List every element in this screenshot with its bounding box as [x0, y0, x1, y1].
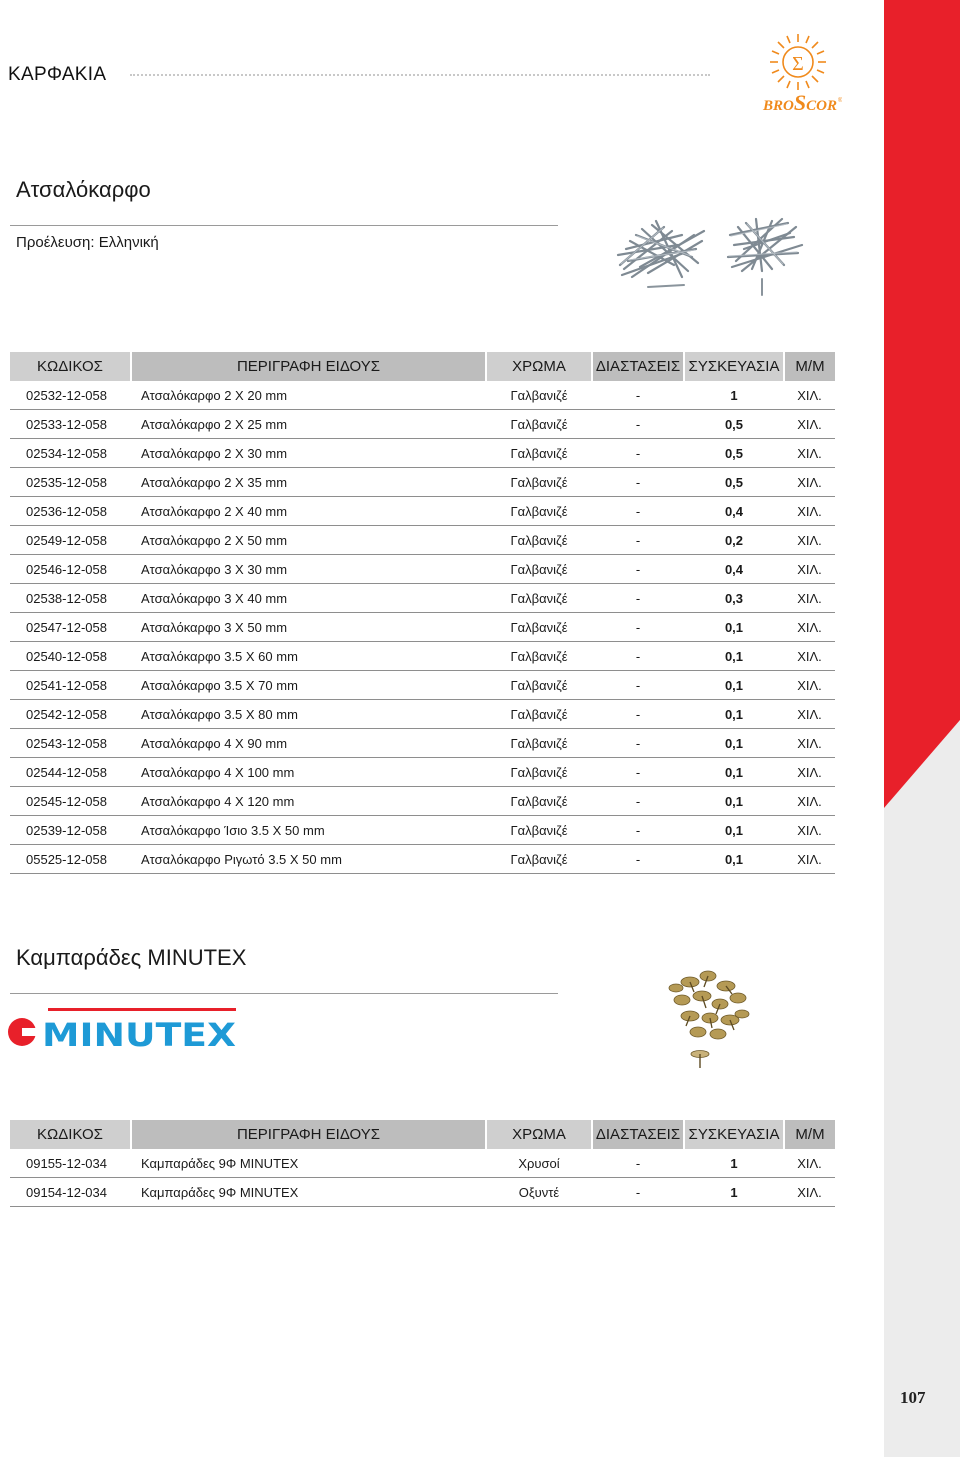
cell-color: Γαλβανιζέ	[486, 729, 592, 758]
minutex-logo	[6, 1006, 238, 1052]
tacks-table-body	[10, 1149, 835, 1207]
table-row	[10, 555, 835, 584]
cell-package: 0,2	[684, 526, 784, 555]
cell-description: Ατσαλόκαρφο 2 X 25 mm	[131, 410, 486, 439]
cell-unit: ΧΙΛ.	[784, 642, 835, 671]
cell-description: Ατσαλόκαρφο 3 X 50 mm	[131, 613, 486, 642]
svg-text:Σ: Σ	[792, 53, 804, 75]
cell-description: Ατσαλόκαρφο 4 X 90 mm	[131, 729, 486, 758]
broscor-logo	[758, 30, 842, 122]
cell-package: 0,1	[684, 671, 784, 700]
cell-code: 02534-12-058	[10, 439, 131, 468]
cell-code: 02546-12-058	[10, 555, 131, 584]
cell-dimensions: -	[592, 671, 684, 700]
cell-package: 0,1	[684, 845, 784, 874]
cell-package: 0,4	[684, 497, 784, 526]
cell-code: 02542-12-058	[10, 700, 131, 729]
table-header-row	[10, 352, 835, 381]
col-header-dimensions: ΔΙΑΣΤΑΣΕΙΣ	[592, 1120, 684, 1149]
cell-unit: ΧΙΛ.	[784, 729, 835, 758]
cell-dimensions: -	[592, 729, 684, 758]
nails-table-body	[10, 381, 835, 874]
cell-dimensions: -	[592, 439, 684, 468]
section-title-kamparades: Καμπαράδες MINUTEX	[16, 945, 247, 970]
cell-dimensions: -	[592, 497, 684, 526]
cell-unit: ΧΙΛ.	[784, 787, 835, 816]
cell-color: Γαλβανιζέ	[486, 381, 592, 410]
col-header-color: ΧΡΩΜΑ	[486, 352, 592, 381]
cell-unit: ΧΙΛ.	[784, 439, 835, 468]
cell-color: Γαλβανιζέ	[486, 700, 592, 729]
table-row	[10, 1149, 835, 1178]
cell-unit: ΧΙΛ.	[784, 584, 835, 613]
cell-code: 02540-12-058	[10, 642, 131, 671]
table-row	[10, 468, 835, 497]
cell-code: 02543-12-058	[10, 729, 131, 758]
cell-color: Γαλβανιζέ	[486, 671, 592, 700]
cell-dimensions: -	[592, 787, 684, 816]
origin-label: Προέλευση: Ελληνική	[16, 234, 159, 251]
table-row	[10, 381, 835, 410]
cell-package: 0,1	[684, 758, 784, 787]
cell-dimensions: -	[592, 381, 684, 410]
cell-color: Γαλβανιζέ	[486, 816, 592, 845]
cell-package: 0,1	[684, 700, 784, 729]
cell-description: Ατσαλόκαρφο 3.5 X 70 mm	[131, 671, 486, 700]
cell-package: 0,1	[684, 729, 784, 758]
cell-description: Ατσαλόκαρφο 2 X 30 mm	[131, 439, 486, 468]
cell-description: Ατσαλόκαρφο 4 X 100 mm	[131, 758, 486, 787]
table-row	[10, 584, 835, 613]
table-row	[10, 439, 835, 468]
cell-description: Ατσαλόκαρφο 2 X 35 mm	[131, 468, 486, 497]
cell-description: Ατσαλόκαρφο 3.5 X 80 mm	[131, 700, 486, 729]
cell-description: Ατσαλόκαρφο 4 X 120 mm	[131, 787, 486, 816]
table-row	[10, 845, 835, 874]
table-row	[10, 729, 835, 758]
cell-code: 02541-12-058	[10, 671, 131, 700]
cell-color: Γαλβανιζέ	[486, 468, 592, 497]
cell-code: 09155-12-034	[10, 1149, 131, 1178]
section-title-atsalokarfo: Ατσαλόκαρφο	[16, 177, 151, 202]
cell-color: Χρυσοί	[486, 1149, 592, 1178]
cell-color: Γαλβανιζέ	[486, 787, 592, 816]
cell-dimensions: -	[592, 613, 684, 642]
section-rule	[10, 225, 558, 226]
cell-code: 02544-12-058	[10, 758, 131, 787]
cell-color: Γαλβανιζέ	[486, 758, 592, 787]
nails-table	[10, 352, 835, 874]
table-row	[10, 700, 835, 729]
page-number: 107	[900, 1388, 926, 1407]
cell-color: Γαλβανιζέ	[486, 845, 592, 874]
cell-color: Οξυντέ	[486, 1178, 592, 1207]
cell-code: 02539-12-058	[10, 816, 131, 845]
cell-code: 02545-12-058	[10, 787, 131, 816]
cell-package: 1	[684, 1149, 784, 1178]
cell-description: Ατσαλόκαρφο 2 X 20 mm	[131, 381, 486, 410]
cell-package: 0,1	[684, 787, 784, 816]
table-row	[10, 671, 835, 700]
cell-description: Ατσαλόκαρφο 3 X 30 mm	[131, 555, 486, 584]
header-dotted-rule	[130, 74, 710, 76]
svg-text:®: ®	[838, 98, 842, 104]
cell-unit: ΧΙΛ.	[784, 816, 835, 845]
col-header-code: ΚΩΔΙΚΟΣ	[10, 352, 131, 381]
table-header-row	[10, 1120, 835, 1149]
table-row	[10, 526, 835, 555]
cell-unit: ΧΙΛ.	[784, 1149, 835, 1178]
cell-code: 02535-12-058	[10, 468, 131, 497]
cell-unit: ΧΙΛ.	[784, 700, 835, 729]
cell-code: 02532-12-058	[10, 381, 131, 410]
cell-code: 02533-12-058	[10, 410, 131, 439]
cell-package: 0,3	[684, 584, 784, 613]
cell-package: 0,1	[684, 816, 784, 845]
cell-unit: ΧΙΛ.	[784, 845, 835, 874]
table-row	[10, 642, 835, 671]
cell-description: Καμπαράδες 9Φ MINUTEX	[131, 1178, 486, 1207]
cell-unit: ΧΙΛ.	[784, 1178, 835, 1207]
cell-dimensions: -	[592, 1149, 684, 1178]
cell-unit: ΧΙΛ.	[784, 468, 835, 497]
cell-dimensions: -	[592, 845, 684, 874]
svg-text:MINUTEX: MINUTEX	[42, 1016, 237, 1052]
cell-package: 0,1	[684, 613, 784, 642]
table-row	[10, 816, 835, 845]
cell-description: Ατσαλόκαρφο 2 X 50 mm	[131, 526, 486, 555]
table-row	[10, 1178, 835, 1207]
col-header-package: ΣΥΣΚΕΥΑΣΙΑ	[684, 352, 784, 381]
cell-unit: ΧΙΛ.	[784, 410, 835, 439]
col-header-description: ΠΕΡΙΓΡΑΦΗ ΕΙΔΟΥΣ	[131, 352, 486, 381]
side-red-band	[884, 0, 960, 820]
cell-dimensions: -	[592, 642, 684, 671]
col-header-unit: Μ/Μ	[784, 352, 835, 381]
cell-package: 0,4	[684, 555, 784, 584]
cell-color: Γαλβανιζέ	[486, 439, 592, 468]
cell-dimensions: -	[592, 816, 684, 845]
cell-package: 1	[684, 1178, 784, 1207]
section-rule	[10, 993, 558, 994]
col-header-unit: Μ/Μ	[784, 1120, 835, 1149]
col-header-dimensions: ΔΙΑΣΤΑΣΕΙΣ	[592, 352, 684, 381]
table-row	[10, 497, 835, 526]
table-row	[10, 787, 835, 816]
table-row	[10, 758, 835, 787]
cell-color: Γαλβανιζέ	[486, 613, 592, 642]
col-header-description: ΠΕΡΙΓΡΑΦΗ ΕΙΔΟΥΣ	[131, 1120, 486, 1149]
cell-unit: ΧΙΛ.	[784, 497, 835, 526]
cell-unit: ΧΙΛ.	[784, 671, 835, 700]
cell-package: 0,5	[684, 468, 784, 497]
cell-dimensions: -	[592, 526, 684, 555]
cell-description: Ατσαλόκαρφο Ριγωτό 3.5 X 50 mm	[131, 845, 486, 874]
cell-color: Γαλβανιζέ	[486, 584, 592, 613]
cell-color: Γαλβανιζέ	[486, 555, 592, 584]
cell-unit: ΧΙΛ.	[784, 526, 835, 555]
tacks-photo	[660, 962, 760, 1072]
table-row	[10, 410, 835, 439]
cell-dimensions: -	[592, 410, 684, 439]
cell-dimensions: -	[592, 700, 684, 729]
table-row	[10, 613, 835, 642]
col-header-package: ΣΥΣΚΕΥΑΣΙΑ	[684, 1120, 784, 1149]
cell-unit: ΧΙΛ.	[784, 555, 835, 584]
cell-package: 1	[684, 381, 784, 410]
cell-unit: ΧΙΛ.	[784, 758, 835, 787]
cell-dimensions: -	[592, 584, 684, 613]
svg-text:BROSCOR: BROSCOR	[763, 90, 837, 115]
cell-description: Ατσαλόκαρφο 3.5 X 60 mm	[131, 642, 486, 671]
cell-color: Γαλβανιζέ	[486, 497, 592, 526]
cell-dimensions: -	[592, 468, 684, 497]
cell-dimensions: -	[592, 555, 684, 584]
cell-code: 09154-12-034	[10, 1178, 131, 1207]
cell-dimensions: -	[592, 1178, 684, 1207]
page-header-title: ΚΑΡΦΑΚΙΑ	[8, 64, 107, 85]
cell-code: 02538-12-058	[10, 584, 131, 613]
cell-package: 0,1	[684, 642, 784, 671]
cell-package: 0,5	[684, 410, 784, 439]
cell-description: Ατσαλόκαρφο 2 X 40 mm	[131, 497, 486, 526]
cell-color: Γαλβανιζέ	[486, 526, 592, 555]
cell-color: Γαλβανιζέ	[486, 410, 592, 439]
col-header-color: ΧΡΩΜΑ	[486, 1120, 592, 1149]
cell-color: Γαλβανιζέ	[486, 642, 592, 671]
tacks-table	[10, 1120, 835, 1207]
cell-code: 02547-12-058	[10, 613, 131, 642]
cell-code: 02549-12-058	[10, 526, 131, 555]
cell-package: 0,5	[684, 439, 784, 468]
cell-code: 02536-12-058	[10, 497, 131, 526]
cell-description: Ατσαλόκαρφο Ίσιο 3.5 X 50 mm	[131, 816, 486, 845]
cell-description: Ατσαλόκαρφο 3 X 40 mm	[131, 584, 486, 613]
cell-dimensions: -	[592, 758, 684, 787]
cell-code: 05525-12-058	[10, 845, 131, 874]
cell-unit: ΧΙΛ.	[784, 381, 835, 410]
nails-photo	[612, 205, 812, 297]
cell-unit: ΧΙΛ.	[784, 613, 835, 642]
cell-description: Καμπαράδες 9Φ MINUTEX	[131, 1149, 486, 1178]
col-header-code: ΚΩΔΙΚΟΣ	[10, 1120, 131, 1149]
